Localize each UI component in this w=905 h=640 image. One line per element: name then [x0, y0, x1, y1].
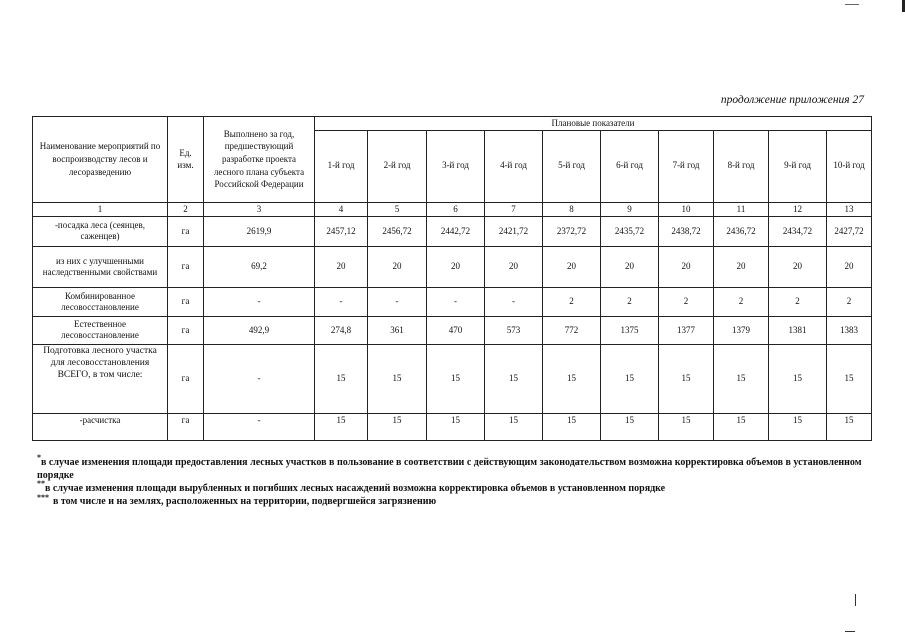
- row-done: -: [204, 344, 315, 413]
- column-number: 4: [315, 202, 368, 216]
- row-value: 20: [601, 246, 659, 287]
- footnote-text: в случае изменения площади вырубленных и погибших лесных насаждений возможна корректировка объемов в установленном порядке: [45, 483, 666, 494]
- row-value: 20: [659, 246, 714, 287]
- column-number: 1: [33, 202, 168, 216]
- row-value: 2435,72: [601, 216, 659, 246]
- row-value: 2: [659, 287, 714, 316]
- footnote-text: в случае изменения площади предоставления лесных участков в пользование в соответствии с действующим законодательством возможна корректировка объемов в установленном порядке: [37, 457, 862, 481]
- row-name: Комбинированное лесовосстановление: [33, 287, 168, 316]
- footnote-mark: ***: [37, 493, 49, 502]
- row-done: 492,9: [204, 316, 315, 344]
- header-year: 7-й год: [659, 130, 714, 202]
- row-value: 15: [368, 413, 427, 440]
- row-value: 15: [714, 413, 769, 440]
- row-value: 2427,72: [827, 216, 872, 246]
- row-value: 1379: [714, 316, 769, 344]
- row-value: 20: [368, 246, 427, 287]
- header-year: 3-й год: [427, 130, 485, 202]
- column-number: 8: [543, 202, 601, 216]
- row-value: -: [368, 287, 427, 316]
- row-value: 20: [827, 246, 872, 287]
- row-value: 2: [769, 287, 827, 316]
- footnote-3: [37, 495, 882, 508]
- footnote-text: в том числе и на землях, расположенных на территории, подвергшейся загрязнению: [53, 496, 437, 507]
- row-value: 2: [543, 287, 601, 316]
- header-year: 2-й год: [368, 130, 427, 202]
- row-name: из них с улучшенными наследственными свойствами: [33, 246, 168, 287]
- column-number: 5: [368, 202, 427, 216]
- row-value: 2436,72: [714, 216, 769, 246]
- column-number: 10: [659, 202, 714, 216]
- table-row: [33, 344, 872, 413]
- row-name: -посадка леса (сеянцев, саженцев): [33, 216, 168, 246]
- footnote-mark: *: [37, 453, 41, 462]
- column-number: 6: [427, 202, 485, 216]
- row-value: 15: [827, 344, 872, 413]
- row-done: 69,2: [204, 246, 315, 287]
- header-year: 9-й год: [769, 130, 827, 202]
- row-value: -: [427, 287, 485, 316]
- column-number: 12: [769, 202, 827, 216]
- header-name: Наименование мероприятий по воспроизводству лесов и лесоразведению: [33, 117, 168, 203]
- row-done: -: [204, 287, 315, 316]
- row-done: -: [204, 413, 315, 440]
- row-value: 15: [427, 344, 485, 413]
- header-year: 10-й год: [827, 130, 872, 202]
- column-number: 13: [827, 202, 872, 216]
- footnote-2: [37, 479, 882, 495]
- row-name: -расчистка: [33, 413, 168, 440]
- table-row: [33, 246, 872, 287]
- row-value: 1375: [601, 316, 659, 344]
- row-value: 15: [485, 413, 543, 440]
- row-value: 2: [827, 287, 872, 316]
- row-value: 1377: [659, 316, 714, 344]
- row-value: 20: [714, 246, 769, 287]
- row-value: 15: [315, 413, 368, 440]
- row-unit: га: [168, 216, 204, 246]
- row-value: -: [485, 287, 543, 316]
- footnote-mark: **: [37, 479, 45, 488]
- row-value: 15: [659, 344, 714, 413]
- row-value: 15: [315, 344, 368, 413]
- row-unit: га: [168, 413, 204, 440]
- row-value: 20: [485, 246, 543, 287]
- row-value: 20: [427, 246, 485, 287]
- column-numbers-row: [33, 202, 872, 216]
- row-value: 15: [485, 344, 543, 413]
- table-row: [33, 287, 872, 316]
- row-value: 2372,72: [543, 216, 601, 246]
- header-year: 6-й год: [601, 130, 659, 202]
- page-edge-mark: [855, 594, 856, 606]
- row-value: 2457,12: [315, 216, 368, 246]
- row-unit: га: [168, 316, 204, 344]
- corner-decoration: [845, 0, 859, 5]
- page-edge-mark: [845, 631, 855, 632]
- row-value: -: [315, 287, 368, 316]
- row-done: 2619,9: [204, 216, 315, 246]
- row-name: Подготовка лесного участка для лесовосстановления ВСЕГО, в том числе:: [33, 344, 168, 413]
- footnotes: [37, 453, 882, 508]
- row-value: 15: [543, 413, 601, 440]
- header-year: 5-й год: [543, 130, 601, 202]
- footnote-1: [37, 453, 882, 482]
- row-value: 2434,72: [769, 216, 827, 246]
- table-row: [33, 316, 872, 344]
- row-value: 573: [485, 316, 543, 344]
- row-value: 2438,72: [659, 216, 714, 246]
- column-number: 7: [485, 202, 543, 216]
- row-unit: га: [168, 344, 204, 413]
- row-value: 2456,72: [368, 216, 427, 246]
- table-row: [33, 413, 872, 440]
- row-value: 1381: [769, 316, 827, 344]
- row-value: 15: [769, 413, 827, 440]
- appendix-caption: продолжение приложения 27: [720, 94, 864, 106]
- row-unit: га: [168, 246, 204, 287]
- row-name: Естественное лесовосстановление: [33, 316, 168, 344]
- row-value: 2442,72: [427, 216, 485, 246]
- row-value: 470: [427, 316, 485, 344]
- header-year: 4-й год: [485, 130, 543, 202]
- row-value: 15: [601, 344, 659, 413]
- row-value: 2: [601, 287, 659, 316]
- row-value: 15: [427, 413, 485, 440]
- table-row: [33, 216, 872, 246]
- row-value: 2: [714, 287, 769, 316]
- row-value: 15: [659, 413, 714, 440]
- column-number: 3: [204, 202, 315, 216]
- column-number: 2: [168, 202, 204, 216]
- row-value: 274,8: [315, 316, 368, 344]
- row-value: 15: [769, 344, 827, 413]
- row-value: 15: [827, 413, 872, 440]
- row-value: 15: [543, 344, 601, 413]
- row-value: 20: [769, 246, 827, 287]
- row-value: 2421,72: [485, 216, 543, 246]
- row-value: 15: [601, 413, 659, 440]
- column-number: 11: [714, 202, 769, 216]
- header-planned: Плановые показатели: [315, 117, 872, 131]
- row-value: 20: [543, 246, 601, 287]
- row-value: 15: [368, 344, 427, 413]
- row-value: 1383: [827, 316, 872, 344]
- row-value: 772: [543, 316, 601, 344]
- row-value: 20: [315, 246, 368, 287]
- header-year: 1-й год: [315, 130, 368, 202]
- row-unit: га: [168, 287, 204, 316]
- header-year: 8-й год: [714, 130, 769, 202]
- header-unit: Ед. изм.: [168, 117, 204, 203]
- row-value: 361: [368, 316, 427, 344]
- header-done: Выполнено за год, предшествующий разработке проекта лесного плана субъекта Российской Федерации: [204, 117, 315, 203]
- table-header-row: [33, 117, 872, 131]
- reforestation-table: [32, 116, 872, 441]
- row-value: 15: [714, 344, 769, 413]
- column-number: 9: [601, 202, 659, 216]
